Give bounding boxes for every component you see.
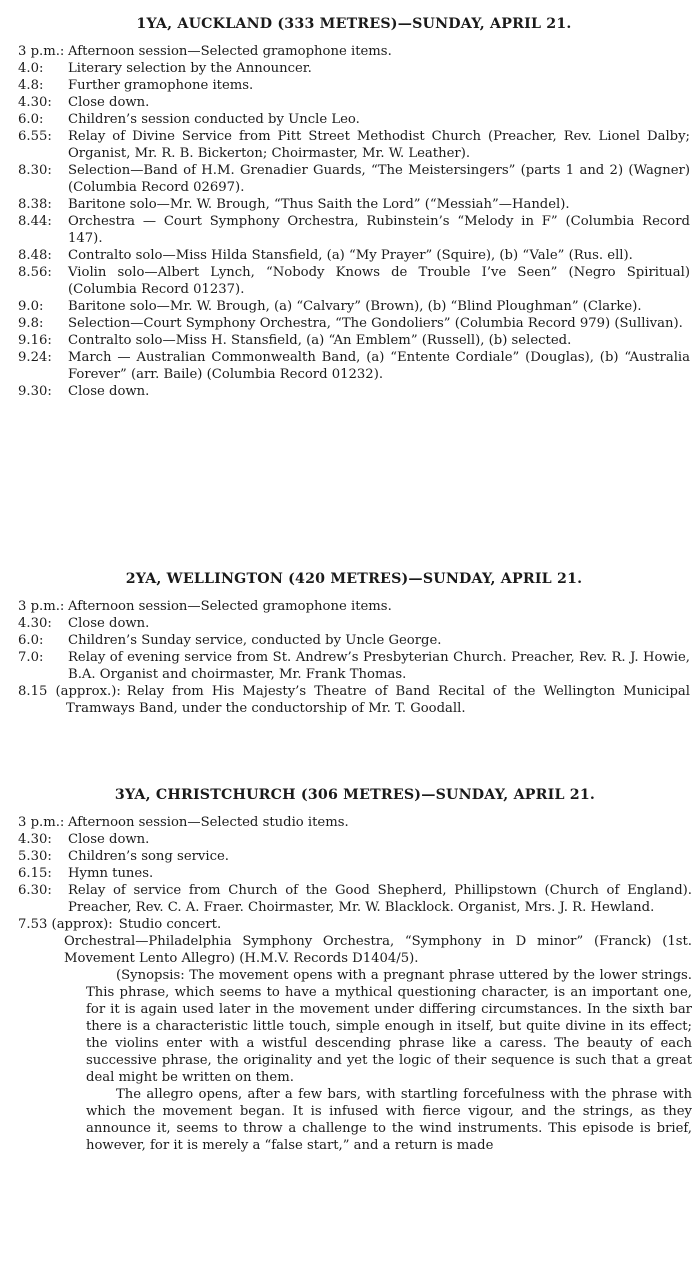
entry-time: 8.30:	[18, 163, 52, 178]
schedule-entry	[18, 60, 690, 77]
schedule-entry	[18, 649, 690, 683]
schedule-entry	[18, 264, 690, 298]
entry-text: Selection—Court Symphony Orchestra, “The Gondoliers” (Columbia Record 979) (Sullivan).	[68, 316, 683, 331]
entry-text: Studio concert.	[118, 917, 222, 932]
entry-text: Baritone solo—Mr. W. Brough, (a) “Calvary” (Brown), (b) “Blind Ploughman” (Clarke).	[68, 299, 642, 314]
entry-time: 3 p.m.:	[18, 44, 65, 59]
entry-time: 3 p.m.:	[18, 599, 65, 614]
entry-time: 7.0:	[18, 650, 44, 665]
entry-time: 8.56:	[18, 265, 52, 280]
entry-text: Baritone solo—Mr. W. Brough, “Thus Saith the Lord” (“Messiah”—Handel).	[68, 197, 570, 212]
schedule-entry	[18, 77, 690, 94]
entry-time: 9.16:	[18, 333, 52, 348]
schedule-entry	[18, 196, 690, 213]
schedule-entry	[18, 882, 692, 916]
entry-text: Contralto solo—Miss Hilda Stansfield, (a) “My Prayer” (Squire), (b) “Vale” (Rus. ell).	[68, 248, 633, 263]
entry-time: 6.55:	[18, 129, 52, 144]
entry-time: 4.0:	[18, 61, 44, 76]
section-christchurch	[18, 787, 692, 1154]
entry-time: 9.30:	[18, 384, 52, 399]
entry-text: Orchestra — Court Symphony Orchestra, Rubinstein’s “Melody in F” (Columbia Record 147).	[68, 214, 690, 246]
entry-text: Children’s Sunday service, conducted by Uncle George.	[68, 633, 442, 648]
schedule-list	[18, 598, 690, 717]
schedule-entry	[18, 831, 692, 848]
entry-text: Literary selection by the Announcer.	[68, 61, 312, 76]
section-heading: 3YA, CHRISTCHURCH (306 METRES)—SUNDAY, APRIL 21.	[114, 787, 596, 803]
section-auckland	[18, 16, 690, 400]
entry-text: Violin solo—Albert Lynch, “Nobody Knows de Trouble I’ve Seen” (Negro Spiritual) (Columbia Record 01237).	[68, 265, 690, 297]
entry-text: Relay of evening service from St. Andrew’s Presbyterian Church. Preacher, Rev. R. J. Howie, B.A. Organist and choirmaster, Mr. Frank Thomas.	[68, 650, 690, 682]
schedule-list	[18, 814, 692, 933]
section-heading: 1YA, AUCKLAND (333 METRES)—SUNDAY, APRIL 21.	[136, 16, 572, 32]
section-wellington	[18, 571, 690, 717]
entry-text: March — Australian Commonwealth Band, (a) “Entente Cordiale” (Douglas), (b) “Australia Forever” (arr. Baile) (Columbia Record 01232).	[68, 350, 690, 382]
entry-text: Afternoon session—Selected gramophone items.	[68, 44, 392, 59]
schedule-entry	[18, 94, 690, 111]
synopsis-paragraph: (Synopsis: The movement opens with a pregnant phrase uttered by the lower strings. This phrase, which seems to have a mythical questioning character, is an important one, for it is again used later in the movement under differing circumstances. In the sixth bar there is a characteristic little touch, simple enough in itself, but quite divine in its effect; the violins enter with a wistful descending phrase like a caress. The beauty of each successive phrase, the originality and yet the logic of their sequence is such that a great deal might be written on them.	[86, 968, 692, 1085]
schedule-entry	[18, 315, 690, 332]
entry-time: 9.24:	[18, 350, 52, 365]
entry-time: 4.30:	[18, 95, 52, 110]
entry-text: Further gramophone items.	[68, 78, 254, 93]
schedule-entry	[18, 383, 690, 400]
entry-text: Children’s session conducted by Uncle Leo.	[68, 112, 360, 127]
entry-text: Afternoon session—Selected studio items.	[68, 815, 349, 830]
schedule-entry	[18, 916, 692, 933]
schedule-entry	[18, 865, 692, 882]
entry-text: Close down.	[68, 616, 150, 631]
entry-text: Relay from His Majesty’s Theatre of Band Recital of the Wellington Municipal Tramways Band, under the conductorship of Mr. T. Goodall.	[66, 684, 691, 716]
entry-time: 7.53 (approx):	[18, 917, 113, 932]
entry-time: 3 p.m.:	[18, 815, 65, 830]
entry-text: Hymn tunes.	[68, 866, 154, 881]
schedule-entry	[18, 598, 690, 615]
entry-text: Close down.	[68, 832, 150, 847]
schedule-entry	[18, 615, 690, 632]
entry-time: 4.30:	[18, 616, 52, 631]
entry-time: 8.15 (approx.):	[18, 684, 121, 699]
entry-time: 5.30:	[18, 849, 52, 864]
schedule-entry	[18, 298, 690, 315]
schedule-entry	[18, 213, 690, 247]
entry-text: Contralto solo—Miss H. Stansfield, (a) “An Emblem” (Russell), (b) selected.	[68, 333, 572, 348]
schedule-entry	[18, 43, 690, 60]
entry-text: Children’s song service.	[68, 849, 229, 864]
schedule-list	[18, 43, 690, 400]
entry-time: 6.0:	[18, 112, 44, 127]
schedule-entry	[18, 814, 692, 831]
orchestral-text: Orchestral—Philadelphia Symphony Orchestra, “Symphony in D minor” (Franck) (1st. Movement Lento Allegro) (H.M.V. Records D1404/5).	[64, 934, 692, 966]
schedule-entry	[18, 332, 690, 349]
entry-text: Relay of service from Church of the Good Shepherd, Phillipstown (Church of England). Preacher, Rev. C. A. Fraer. Choirmaster, Mr. W. Blacklock. Organist, Mrs. J. R. Hewland.	[68, 883, 692, 915]
entry-time: 4.8:	[18, 78, 44, 93]
entry-text: Relay of Divine Service from Pitt Street Methodist Church (Preacher, Rev. Lionel Dalby; Organist, Mr. R. B. Bickerton; Choirmaster, Mr. W. Leather).	[68, 129, 690, 161]
entry-time: 8.44:	[18, 214, 52, 229]
synopsis-paragraph: The allegro opens, after a few bars, with startling forcefulness with the phrase with which the movement began. It is infused with fierce vigour, and the strings, as they announce it, seems to throw a challenge to the wind instruments. This episode is brief, however, for it is merely a “false start,” and a return is made	[86, 1087, 692, 1153]
entry-time: 9.8:	[18, 316, 44, 331]
schedule-entry	[18, 848, 692, 865]
schedule-entry	[18, 247, 690, 264]
schedule-entry	[18, 683, 690, 717]
entry-time: 6.0:	[18, 633, 44, 648]
schedule-entry	[18, 162, 690, 196]
schedule-entry	[18, 128, 690, 162]
entry-text: Afternoon session—Selected gramophone items.	[68, 599, 392, 614]
entry-time: 8.48:	[18, 248, 52, 263]
entry-text: Close down.	[68, 384, 150, 399]
schedule-entry	[18, 349, 690, 383]
entry-time: 6.15:	[18, 866, 52, 881]
schedule-entry	[18, 111, 690, 128]
entry-time: 8.38:	[18, 197, 52, 212]
schedule-entry	[18, 632, 690, 649]
entry-text: Close down.	[68, 95, 150, 110]
entry-time: 4.30:	[18, 832, 52, 847]
entry-text: Selection—Band of H.M. Grenadier Guards, “The Meistersingers” (parts 1 and 2) (Wagner) (Columbia Record 02697).	[68, 163, 690, 195]
entry-time: 9.0:	[18, 299, 44, 314]
section-heading: 2YA, WELLINGTON (420 METRES)—SUNDAY, APRIL 21.	[125, 571, 583, 587]
entry-time: 6.30:	[18, 883, 52, 898]
orchestral-item	[18, 933, 692, 1154]
